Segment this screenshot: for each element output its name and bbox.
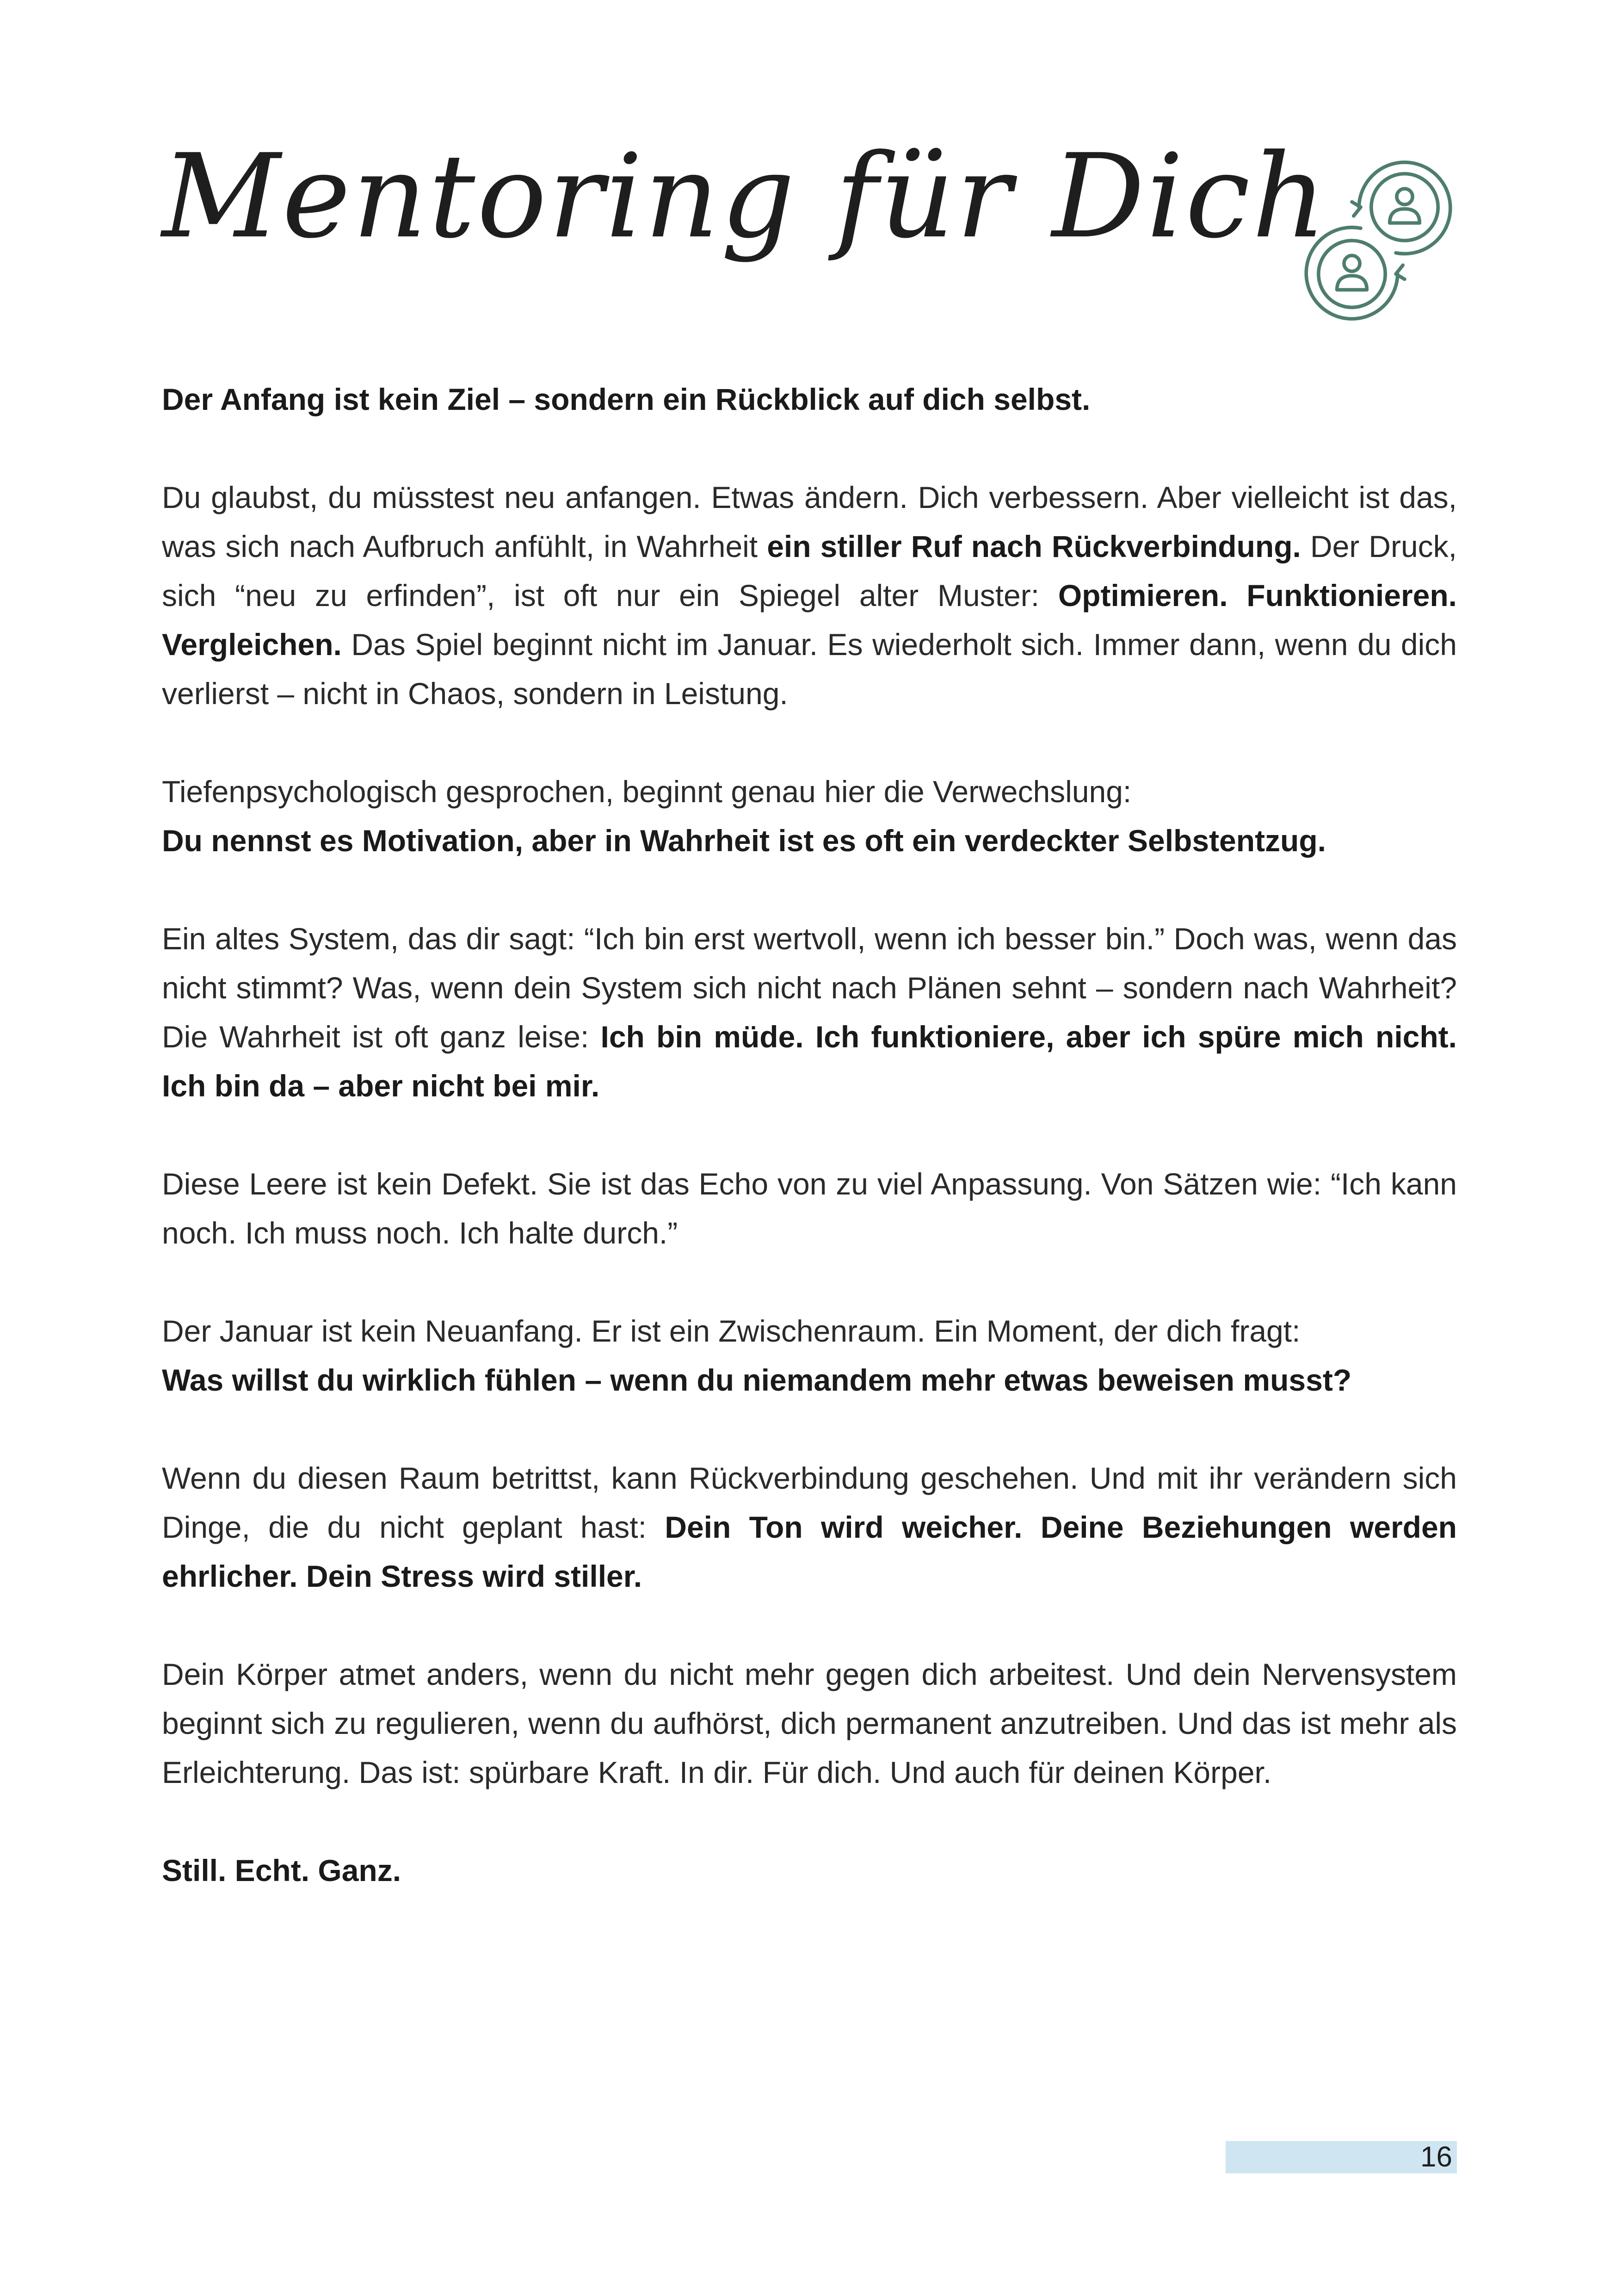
paragraph-4: Diese Leere ist kein Defekt. Sie ist das Echo von zu viel Anpassung. Von Sätzen wie: “Ich kann noch. Ich muss noch. Ich halte durch.”	[162, 1167, 1457, 1250]
paragraph-5: Der Januar ist kein Neuanfang. Er ist ein Zwischenraum. Ein Moment, der dich fragt: Was willst du wirklich fühlen – wenn du niemandem mehr etwas beweisen musst?	[162, 1314, 1352, 1397]
intro-heading: Der Anfang ist kein Ziel – sondern ein Rückblick auf dich selbst.	[162, 382, 1091, 416]
page-number: 16	[1420, 2141, 1452, 2173]
page-number-bar	[1226, 2141, 1457, 2173]
people-exchange-icon	[1290, 153, 1466, 328]
page-title: Mentoring für Dich	[162, 129, 1328, 264]
paragraph-3: Ein altes System, das dir sagt: “Ich bin erst wertvoll, wenn ich besser bin.” Doch was, wenn das nicht stimmt? Was, wenn dein System sich nicht nach Plänen sehnt – sondern nach Wahrheit? Die Wahrheit ist oft ganz leise: Ich bin müde. Ich funktioniere, aber ich spüre mich nicht. Ich bin da – aber nicht bei mir.	[162, 922, 1457, 1103]
paragraph-7: Dein Körper atmet anders, wenn du nicht mehr gegen dich arbeitest. Und dein Nervensystem beginnt sich zu regulieren, wenn du aufhörst, dich permanent anzutreiben. Und das ist mehr als Erleichterung. Das ist: spürbare Kraft. In dir. Für dich. Und auch für deinen Körper.	[162, 1657, 1457, 1789]
article-body	[162, 375, 1457, 1895]
paragraph-6: Wenn du diesen Raum betrittst, kann Rückverbindung geschehen. Und mit ihr verändern sich Dinge, die du nicht geplant hast: Dein Ton wird weicher. Deine Beziehungen werden ehrlicher. Dein Stress wird stiller.	[162, 1461, 1457, 1593]
closing-line: Still. Echt. Ganz.	[162, 1853, 401, 1888]
paragraph-1: Du glaubst, du müsstest neu anfangen. Etwas ändern. Dich verbessern. Aber vielleicht ist das, was sich nach Aufbruch anfühlt, in Wahrheit ein stiller Ruf nach Rückverbindung. Der Druck, sich “neu zu erfinden”, ist oft nur ein Spiegel alter Muster: Optimieren. Funktionieren. Vergleichen. Das Spiel beginnt nicht im Januar. Es wiederholt sich. Immer dann, wenn du dich verlierst – nicht in Chaos, sondern in Leistung.	[162, 480, 1457, 711]
paragraph-2: Tiefenpsychologisch gesprochen, beginnt genau hier die Verwechslung: Du nennst es Motivation, aber in Wahrheit ist es oft ein verdeckter Selbstentzug.	[162, 774, 1326, 858]
